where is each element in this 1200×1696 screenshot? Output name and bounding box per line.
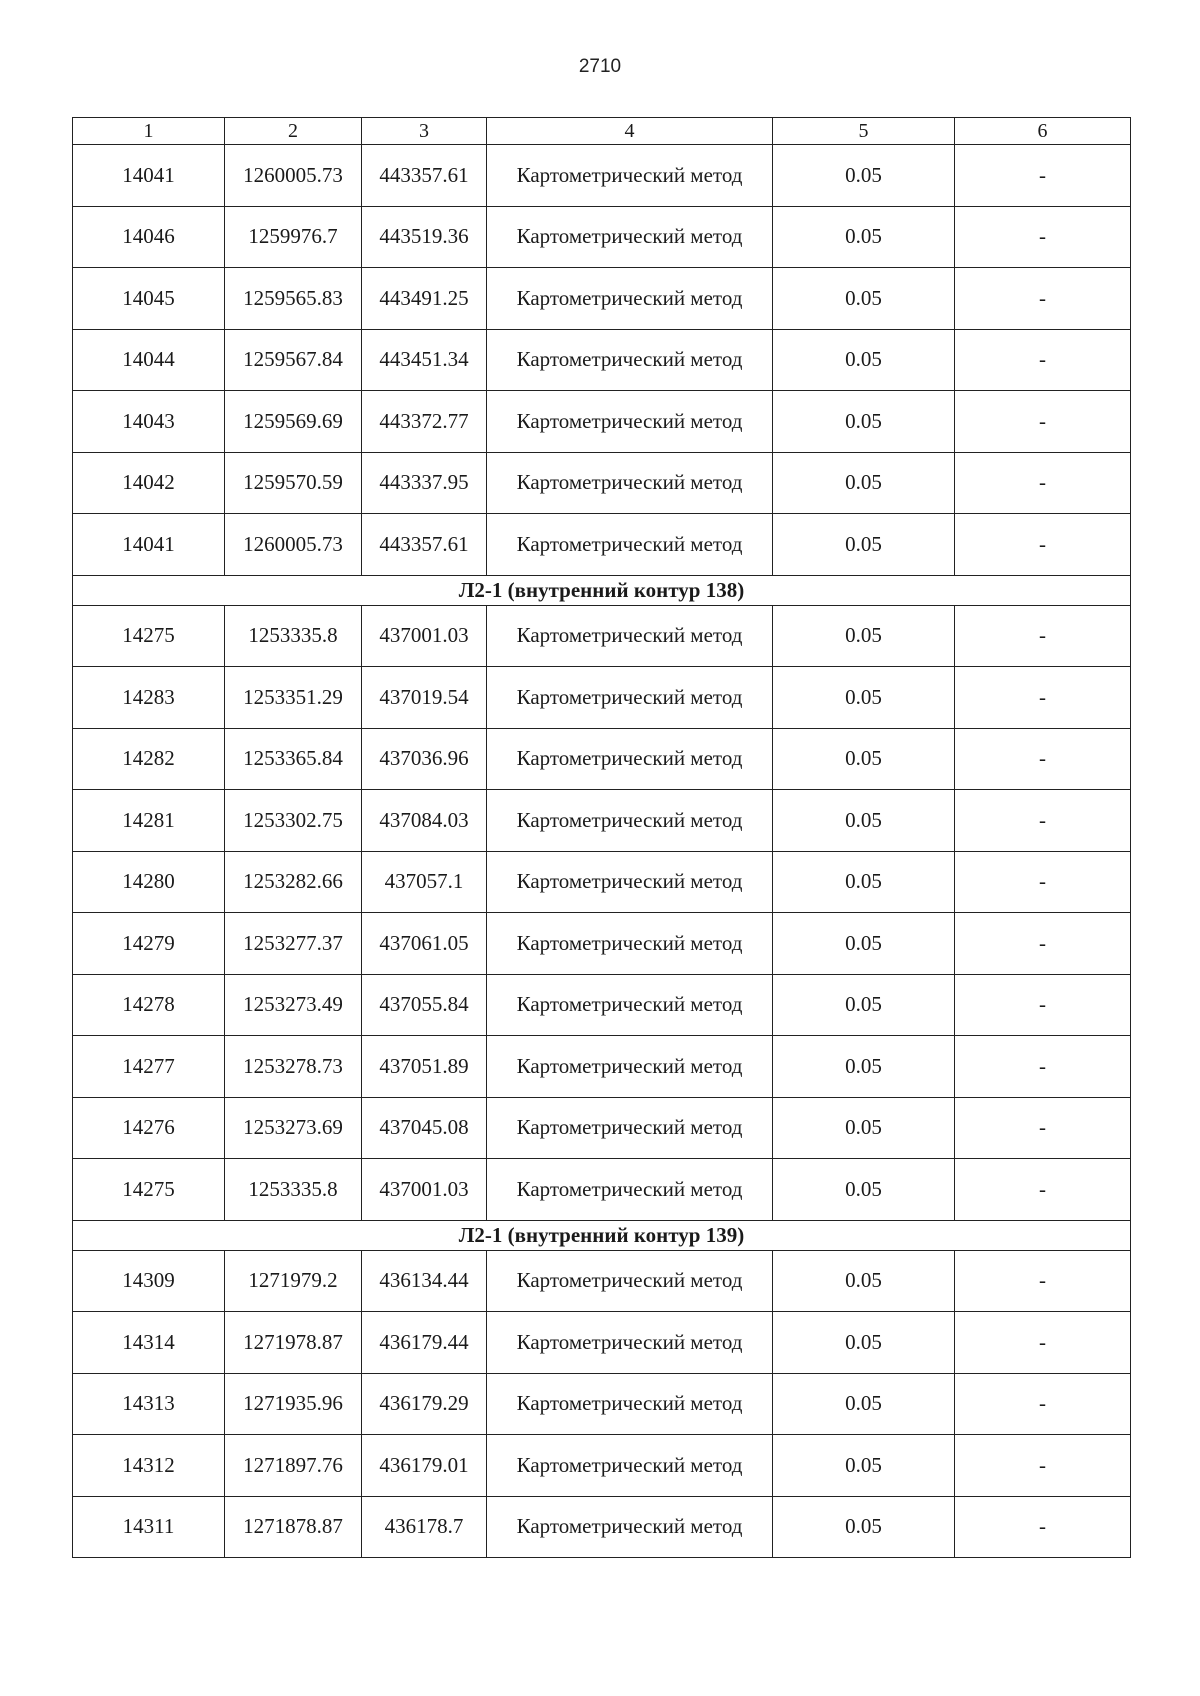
description-cell: - bbox=[955, 452, 1131, 514]
description-cell: - bbox=[955, 605, 1131, 667]
method-cell: Картометрический метод bbox=[487, 514, 773, 576]
description-cell: - bbox=[955, 145, 1131, 207]
method-cell: Картометрический метод bbox=[487, 268, 773, 330]
x-coordinate-cell: 1253335.8 bbox=[225, 605, 362, 667]
precision-cell: 0.05 bbox=[773, 452, 955, 514]
point-id-cell: 14046 bbox=[73, 206, 225, 268]
table-row bbox=[73, 514, 1131, 576]
method-cell: Картометрический метод bbox=[487, 605, 773, 667]
description-cell: - bbox=[955, 329, 1131, 391]
point-id-cell: 14314 bbox=[73, 1312, 225, 1374]
y-coordinate-cell: 437051.89 bbox=[362, 1036, 487, 1098]
section-title-row bbox=[73, 1220, 1131, 1250]
column-header: 4 bbox=[487, 118, 773, 145]
table-row bbox=[73, 1097, 1131, 1159]
description-cell: - bbox=[955, 268, 1131, 330]
y-coordinate-cell: 437061.05 bbox=[362, 913, 487, 975]
table-row bbox=[73, 329, 1131, 391]
description-cell: - bbox=[955, 206, 1131, 268]
y-coordinate-cell: 437019.54 bbox=[362, 667, 487, 729]
point-id-cell: 14044 bbox=[73, 329, 225, 391]
method-cell: Картометрический метод bbox=[487, 1312, 773, 1374]
page-number: 2710 bbox=[578, 56, 622, 77]
point-id-cell: 14275 bbox=[73, 605, 225, 667]
precision-cell: 0.05 bbox=[773, 1036, 955, 1098]
x-coordinate-cell: 1271978.87 bbox=[225, 1312, 362, 1374]
y-coordinate-cell: 443337.95 bbox=[362, 452, 487, 514]
precision-cell: 0.05 bbox=[773, 391, 955, 453]
x-coordinate-cell: 1253335.8 bbox=[225, 1159, 362, 1221]
precision-cell: 0.05 bbox=[773, 268, 955, 330]
description-cell: - bbox=[955, 391, 1131, 453]
x-coordinate-cell: 1253351.29 bbox=[225, 667, 362, 729]
x-coordinate-cell: 1260005.73 bbox=[225, 145, 362, 207]
description-cell: - bbox=[955, 790, 1131, 852]
y-coordinate-cell: 437036.96 bbox=[362, 728, 487, 790]
precision-cell: 0.05 bbox=[773, 206, 955, 268]
precision-cell: 0.05 bbox=[773, 913, 955, 975]
x-coordinate-cell: 1253273.49 bbox=[225, 974, 362, 1036]
point-id-cell: 14042 bbox=[73, 452, 225, 514]
point-id-cell: 14045 bbox=[73, 268, 225, 330]
point-id-cell: 14279 bbox=[73, 913, 225, 975]
column-header: 1 bbox=[73, 118, 225, 145]
x-coordinate-cell: 1259569.69 bbox=[225, 391, 362, 453]
description-cell: - bbox=[955, 1250, 1131, 1312]
x-coordinate-cell: 1271897.76 bbox=[225, 1435, 362, 1497]
description-cell: - bbox=[955, 1373, 1131, 1435]
precision-cell: 0.05 bbox=[773, 1496, 955, 1558]
precision-cell: 0.05 bbox=[773, 1097, 955, 1159]
y-coordinate-cell: 437057.1 bbox=[362, 851, 487, 913]
table-row bbox=[73, 1159, 1131, 1221]
table-row bbox=[73, 268, 1131, 330]
method-cell: Картометрический метод bbox=[487, 913, 773, 975]
table-row bbox=[73, 1036, 1131, 1098]
precision-cell: 0.05 bbox=[773, 1435, 955, 1497]
table-row bbox=[73, 1496, 1131, 1558]
y-coordinate-cell: 443451.34 bbox=[362, 329, 487, 391]
y-coordinate-cell: 443372.77 bbox=[362, 391, 487, 453]
description-cell: - bbox=[955, 514, 1131, 576]
table-row bbox=[73, 913, 1131, 975]
method-cell: Картометрический метод bbox=[487, 728, 773, 790]
method-cell: Картометрический метод bbox=[487, 329, 773, 391]
table-row bbox=[73, 728, 1131, 790]
precision-cell: 0.05 bbox=[773, 1250, 955, 1312]
y-coordinate-cell: 437084.03 bbox=[362, 790, 487, 852]
table-row bbox=[73, 667, 1131, 729]
y-coordinate-cell: 437001.03 bbox=[362, 1159, 487, 1221]
point-id-cell: 14312 bbox=[73, 1435, 225, 1497]
x-coordinate-cell: 1259565.83 bbox=[225, 268, 362, 330]
section-title: Л2-1 (внутренний контур 138) bbox=[73, 575, 1131, 605]
description-cell: - bbox=[955, 974, 1131, 1036]
description-cell: - bbox=[955, 667, 1131, 729]
description-cell: - bbox=[955, 1159, 1131, 1221]
table-row bbox=[73, 790, 1131, 852]
method-cell: Картометрический метод bbox=[487, 1097, 773, 1159]
x-coordinate-cell: 1253282.66 bbox=[225, 851, 362, 913]
point-id-cell: 14309 bbox=[73, 1250, 225, 1312]
y-coordinate-cell: 436179.29 bbox=[362, 1373, 487, 1435]
y-coordinate-cell: 436179.44 bbox=[362, 1312, 487, 1374]
x-coordinate-cell: 1271878.87 bbox=[225, 1496, 362, 1558]
description-cell: - bbox=[955, 1435, 1131, 1497]
y-coordinate-cell: 443357.61 bbox=[362, 514, 487, 576]
table-row bbox=[73, 206, 1131, 268]
x-coordinate-cell: 1253277.37 bbox=[225, 913, 362, 975]
table-row bbox=[73, 974, 1131, 1036]
x-coordinate-cell: 1259976.7 bbox=[225, 206, 362, 268]
point-id-cell: 14276 bbox=[73, 1097, 225, 1159]
precision-cell: 0.05 bbox=[773, 667, 955, 729]
method-cell: Картометрический метод bbox=[487, 1496, 773, 1558]
point-id-cell: 14278 bbox=[73, 974, 225, 1036]
description-cell: - bbox=[955, 1036, 1131, 1098]
table-row bbox=[73, 605, 1131, 667]
method-cell: Картометрический метод bbox=[487, 452, 773, 514]
precision-cell: 0.05 bbox=[773, 329, 955, 391]
x-coordinate-cell: 1253365.84 bbox=[225, 728, 362, 790]
description-cell: - bbox=[955, 1312, 1131, 1374]
precision-cell: 0.05 bbox=[773, 145, 955, 207]
column-header: 3 bbox=[362, 118, 487, 145]
method-cell: Картометрический метод bbox=[487, 851, 773, 913]
y-coordinate-cell: 437045.08 bbox=[362, 1097, 487, 1159]
table-row bbox=[73, 851, 1131, 913]
method-cell: Картометрический метод bbox=[487, 667, 773, 729]
x-coordinate-cell: 1271979.2 bbox=[225, 1250, 362, 1312]
table-body bbox=[73, 118, 1131, 1558]
y-coordinate-cell: 436134.44 bbox=[362, 1250, 487, 1312]
description-cell: - bbox=[955, 1097, 1131, 1159]
table-row bbox=[73, 452, 1131, 514]
description-cell: - bbox=[955, 851, 1131, 913]
method-cell: Картометрический метод bbox=[487, 790, 773, 852]
table-row bbox=[73, 1435, 1131, 1497]
method-cell: Картометрический метод bbox=[487, 1435, 773, 1497]
x-coordinate-cell: 1260005.73 bbox=[225, 514, 362, 576]
y-coordinate-cell: 436178.7 bbox=[362, 1496, 487, 1558]
table-row bbox=[73, 145, 1131, 207]
x-coordinate-cell: 1253278.73 bbox=[225, 1036, 362, 1098]
precision-cell: 0.05 bbox=[773, 1312, 955, 1374]
column-header: 6 bbox=[955, 118, 1131, 145]
table-row bbox=[73, 1312, 1131, 1374]
section-title: Л2-1 (внутренний контур 139) bbox=[73, 1220, 1131, 1250]
method-cell: Картометрический метод bbox=[487, 1159, 773, 1221]
precision-cell: 0.05 bbox=[773, 974, 955, 1036]
section-title-row bbox=[73, 575, 1131, 605]
y-coordinate-cell: 443519.36 bbox=[362, 206, 487, 268]
method-cell: Картометрический метод bbox=[487, 1250, 773, 1312]
x-coordinate-cell: 1253273.69 bbox=[225, 1097, 362, 1159]
y-coordinate-cell: 437055.84 bbox=[362, 974, 487, 1036]
x-coordinate-cell: 1259567.84 bbox=[225, 329, 362, 391]
point-id-cell: 14043 bbox=[73, 391, 225, 453]
point-id-cell: 14041 bbox=[73, 145, 225, 207]
y-coordinate-cell: 443357.61 bbox=[362, 145, 487, 207]
description-cell: - bbox=[955, 728, 1131, 790]
description-cell: - bbox=[955, 913, 1131, 975]
table-row bbox=[73, 391, 1131, 453]
y-coordinate-cell: 436179.01 bbox=[362, 1435, 487, 1497]
x-coordinate-cell: 1259570.59 bbox=[225, 452, 362, 514]
precision-cell: 0.05 bbox=[773, 790, 955, 852]
column-header-row bbox=[73, 118, 1131, 145]
column-header: 2 bbox=[225, 118, 362, 145]
point-id-cell: 14277 bbox=[73, 1036, 225, 1098]
method-cell: Картометрический метод bbox=[487, 1036, 773, 1098]
y-coordinate-cell: 437001.03 bbox=[362, 605, 487, 667]
precision-cell: 0.05 bbox=[773, 1373, 955, 1435]
method-cell: Картометрический метод bbox=[487, 974, 773, 1036]
point-id-cell: 14313 bbox=[73, 1373, 225, 1435]
point-id-cell: 14311 bbox=[73, 1496, 225, 1558]
precision-cell: 0.05 bbox=[773, 728, 955, 790]
precision-cell: 0.05 bbox=[773, 851, 955, 913]
column-header: 5 bbox=[773, 118, 955, 145]
precision-cell: 0.05 bbox=[773, 1159, 955, 1221]
description-cell: - bbox=[955, 1496, 1131, 1558]
point-id-cell: 14283 bbox=[73, 667, 225, 729]
x-coordinate-cell: 1253302.75 bbox=[225, 790, 362, 852]
point-id-cell: 14041 bbox=[73, 514, 225, 576]
point-id-cell: 14280 bbox=[73, 851, 225, 913]
coordinates-table bbox=[72, 117, 1131, 1558]
precision-cell: 0.05 bbox=[773, 605, 955, 667]
method-cell: Картометрический метод bbox=[487, 391, 773, 453]
method-cell: Картометрический метод bbox=[487, 1373, 773, 1435]
precision-cell: 0.05 bbox=[773, 514, 955, 576]
method-cell: Картометрический метод bbox=[487, 206, 773, 268]
point-id-cell: 14281 bbox=[73, 790, 225, 852]
point-id-cell: 14282 bbox=[73, 728, 225, 790]
table-row bbox=[73, 1250, 1131, 1312]
method-cell: Картометрический метод bbox=[487, 145, 773, 207]
x-coordinate-cell: 1271935.96 bbox=[225, 1373, 362, 1435]
y-coordinate-cell: 443491.25 bbox=[362, 268, 487, 330]
table-row bbox=[73, 1373, 1131, 1435]
point-id-cell: 14275 bbox=[73, 1159, 225, 1221]
